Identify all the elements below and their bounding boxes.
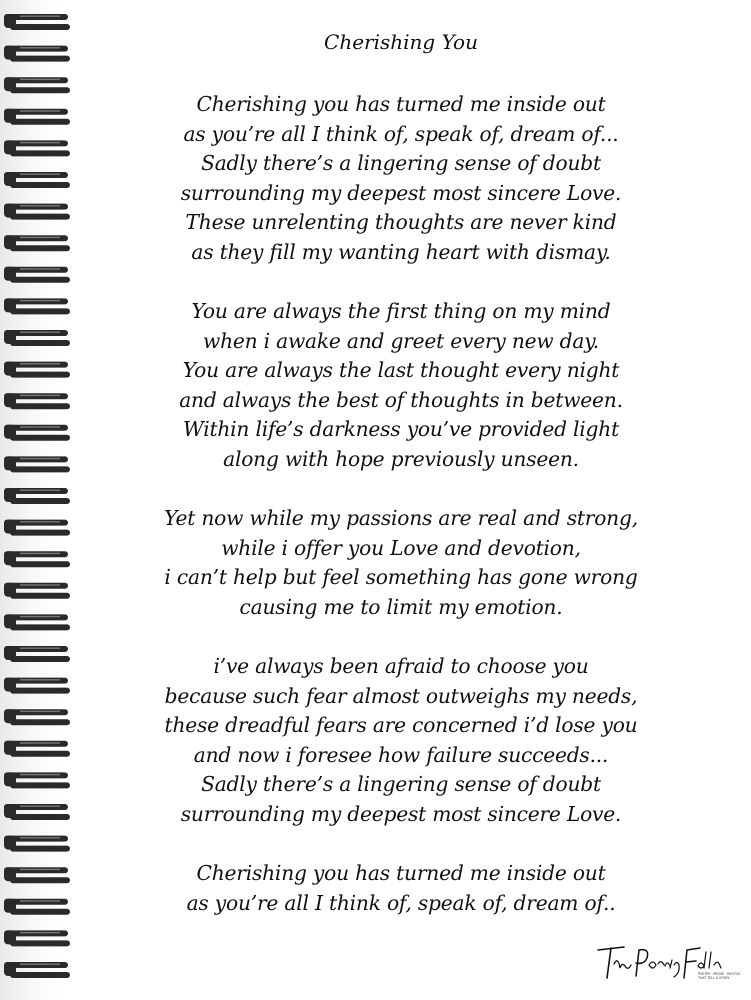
spiral-coil	[4, 583, 70, 599]
poem-line: along with hope previously unseen.	[223, 446, 579, 471]
stanza-2	[140, 297, 662, 474]
poem-line: You are always the last thought every night	[182, 358, 620, 382]
stanza-3	[140, 504, 662, 622]
spiral-coil	[4, 614, 70, 630]
spiral-coil	[4, 646, 70, 662]
spiral-coil	[4, 709, 70, 725]
poem-line: i can’t help but feel something has gone wrong	[164, 565, 638, 589]
poem-line: surrounding my deepest most sincere Love.	[180, 180, 622, 205]
spiral-coil	[4, 77, 70, 93]
poem-line: as you’re all I think of, speak of, dream of..	[186, 890, 616, 915]
spiral-coil	[4, 140, 70, 156]
poem-line: while i offer you Love and devotion,	[221, 535, 581, 560]
poem-line: Cherishing you has turned me inside out	[196, 861, 606, 885]
poem-line: and always the best of thoughts in between.	[179, 387, 623, 412]
spiral-coil	[4, 772, 70, 788]
poem-line: these dreadful fears are concerned i’d lose you	[164, 713, 638, 737]
spiral-binding-icon	[0, 0, 80, 1000]
spiral-coil	[4, 298, 70, 314]
poem-line: Sadly there’s a lingering sense of doubt	[201, 151, 601, 175]
spiral-coil	[4, 393, 70, 409]
poem-line: surrounding my deepest most sincere Love.	[180, 801, 622, 826]
poem-line: You are always the first thing on my mind	[191, 299, 611, 323]
spiral-coil	[4, 962, 70, 978]
spiral-coil	[4, 836, 70, 852]
poem-line: as you’re all I think of, speak of, dream of...	[183, 121, 619, 146]
poetry-fella-logo	[592, 938, 742, 988]
spiral-coil	[4, 488, 70, 504]
poem-title: Cherishing You	[324, 30, 478, 54]
poem-line: Yet now while my passions are real and strong,	[164, 506, 638, 530]
spiral-coil	[4, 899, 70, 915]
poem-line: Within life’s darkness you’ve provided light	[183, 417, 619, 441]
spiral-coil	[4, 867, 70, 883]
spiral-coil	[4, 14, 70, 30]
spiral-coil	[4, 330, 70, 346]
spiral-coil	[4, 520, 70, 536]
spiral-coil	[4, 46, 70, 62]
logo-tagline: POETRY · PROSE · PHOTOS	[698, 972, 741, 976]
poem-line: causing me to limit my emotion.	[239, 594, 563, 619]
spiral-coil	[4, 204, 70, 220]
poem	[140, 28, 662, 948]
spiral-coil	[4, 235, 70, 251]
spiral-coil	[4, 172, 70, 188]
poem-line: when i awake and greet every new day.	[203, 328, 599, 353]
spiral-coil	[4, 551, 70, 567]
poem-line: i’ve always been afraid to choose you	[213, 654, 589, 678]
stanza-1	[140, 90, 662, 267]
svg-text:THAT TELL A STORY: THAT TELL A STORY	[698, 976, 730, 980]
spiral-coil	[4, 804, 70, 820]
spiral-coil	[4, 456, 70, 472]
poem-line: as they fill my wanting heart with dismay.	[191, 239, 611, 264]
stanza-5	[140, 859, 662, 918]
poem-line: because such fear almost outweighs my needs,	[164, 683, 638, 708]
spiral-coil	[4, 678, 70, 694]
spiral-coil	[4, 741, 70, 757]
spiral-coil	[4, 109, 70, 125]
spiral-coil	[4, 362, 70, 378]
stanza-4	[140, 652, 662, 829]
spiral-coil	[4, 267, 70, 283]
poem-line: Cherishing you has turned me inside out	[196, 92, 606, 116]
poem-line: These unrelenting thoughts are never kind	[185, 210, 617, 234]
spiral-coil	[4, 930, 70, 946]
spiral-coil	[4, 425, 70, 441]
poem-line: and now i foresee how failure succeeds...	[193, 742, 609, 767]
poem-line: Sadly there’s a lingering sense of doubt	[201, 772, 601, 796]
